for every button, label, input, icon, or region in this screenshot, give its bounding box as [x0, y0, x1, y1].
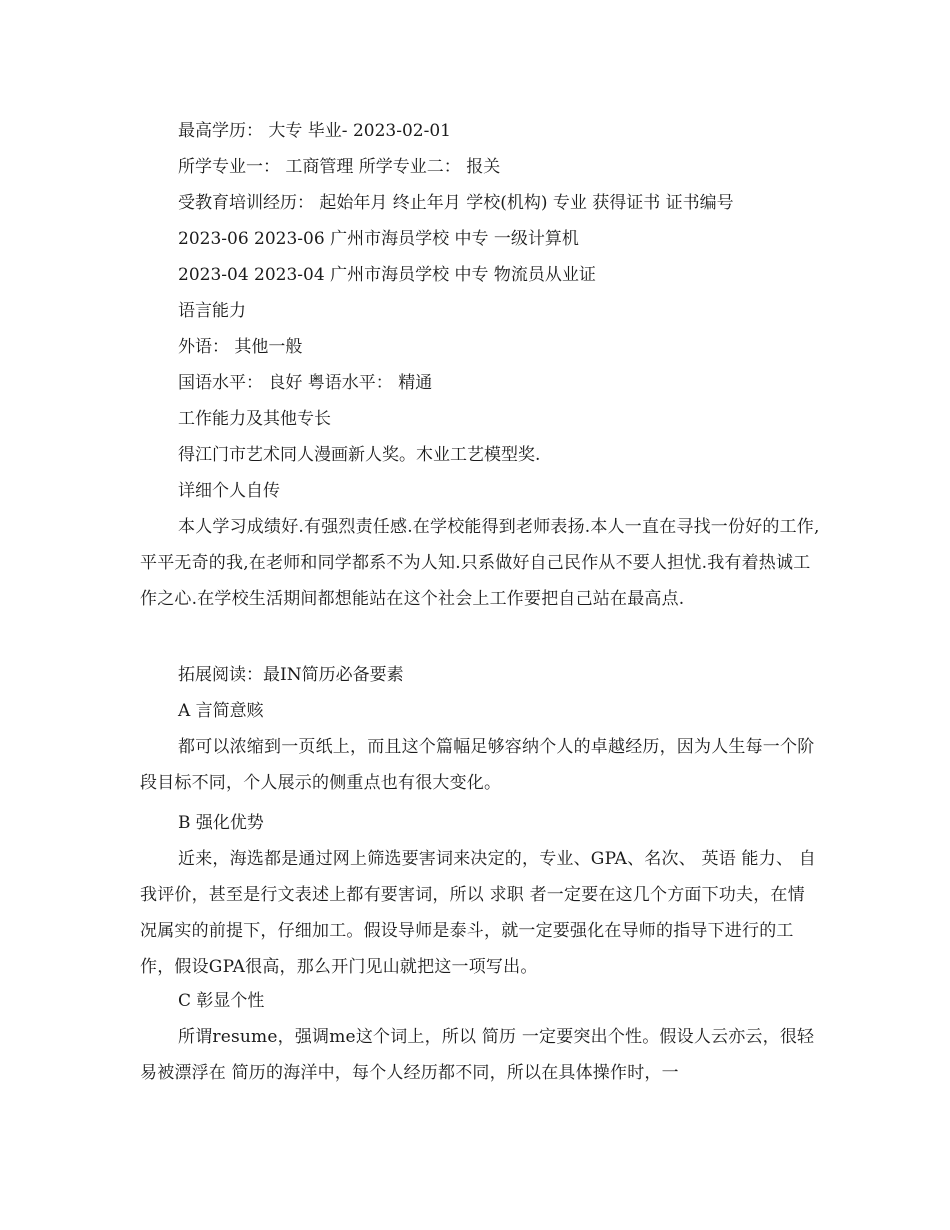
training-header: 受教育培训经历： 起始年月 终止年月 学校(机构) 专业 获得证书 证书编号 [178, 193, 734, 213]
bio-heading: 详细个人自传 [178, 481, 280, 501]
section-b-heading: B 强化优势 [178, 813, 264, 833]
section-a-paragraph: 都可以浓缩到一页纸上，而且这个篇幅足够容纳个人的卓越经历，因为人生每一个阶段目标不同，个人展示的侧重点也有很大变化。 [140, 737, 815, 793]
dialect-levels: 国语水平： 良好 粤语水平： 精通 [178, 373, 433, 393]
section-b-paragraph: 近来，海选都是通过网上筛选要害词来决定的，专业、GPA、名次、 英语 能力、 自我评价，甚至是行文表述上都有要害词，所以 求职 者一定要在这几个方面下功夫，在情况属实的前提下，仔细加工。假设导师是泰斗，就一定要强化在导师的指导下进行的工作，假设GPA很高，那么开门见山就把这一项写出。 [140, 849, 816, 977]
highest-education: 最高学历： 大专 毕业- 2023-02-01 [178, 121, 451, 141]
section-c-heading: C 彰显个性 [178, 991, 265, 1011]
foreign-language: 外语： 其他一般 [178, 337, 303, 357]
training-row: 2023-06 2023-06 广州市海员学校 中专 一级计算机 [178, 229, 579, 249]
skills-heading: 工作能力及其他专长 [178, 409, 331, 429]
skills-text: 得江门市艺术同人漫画新人奖。木业工艺模型奖. [178, 445, 541, 465]
section-a-heading: A 言简意赅 [178, 701, 264, 721]
language-heading: 语言能力 [178, 301, 246, 321]
majors: 所学专业一： 工商管理 所学专业二： 报关 [178, 157, 501, 177]
training-row: 2023-04 2023-04 广州市海员学校 中专 物流员从业证 [178, 265, 596, 285]
bio-paragraph: 本人学习成绩好.有强烈责任感.在学校能得到老师表扬.本人一直在寻找一份好的工作,平平无奇的我,在老师和同学都系不为人知.只系做好自己民作从不要人担忧.我有着热诚工作之心.在学校生活期间都想能站在这个社会上工作要把自己站在最高点. [140, 517, 820, 609]
section-c-paragraph: 所谓resume，强调me这个词上，所以 简历 一定要突出个性。假设人云亦云，很轻易被漂浮在 简历的海洋中，每个人经历都不同，所以在具体操作时，一 [140, 1027, 815, 1083]
extended-reading-heading: 拓展阅读：最IN简历必备要素 [178, 665, 404, 685]
